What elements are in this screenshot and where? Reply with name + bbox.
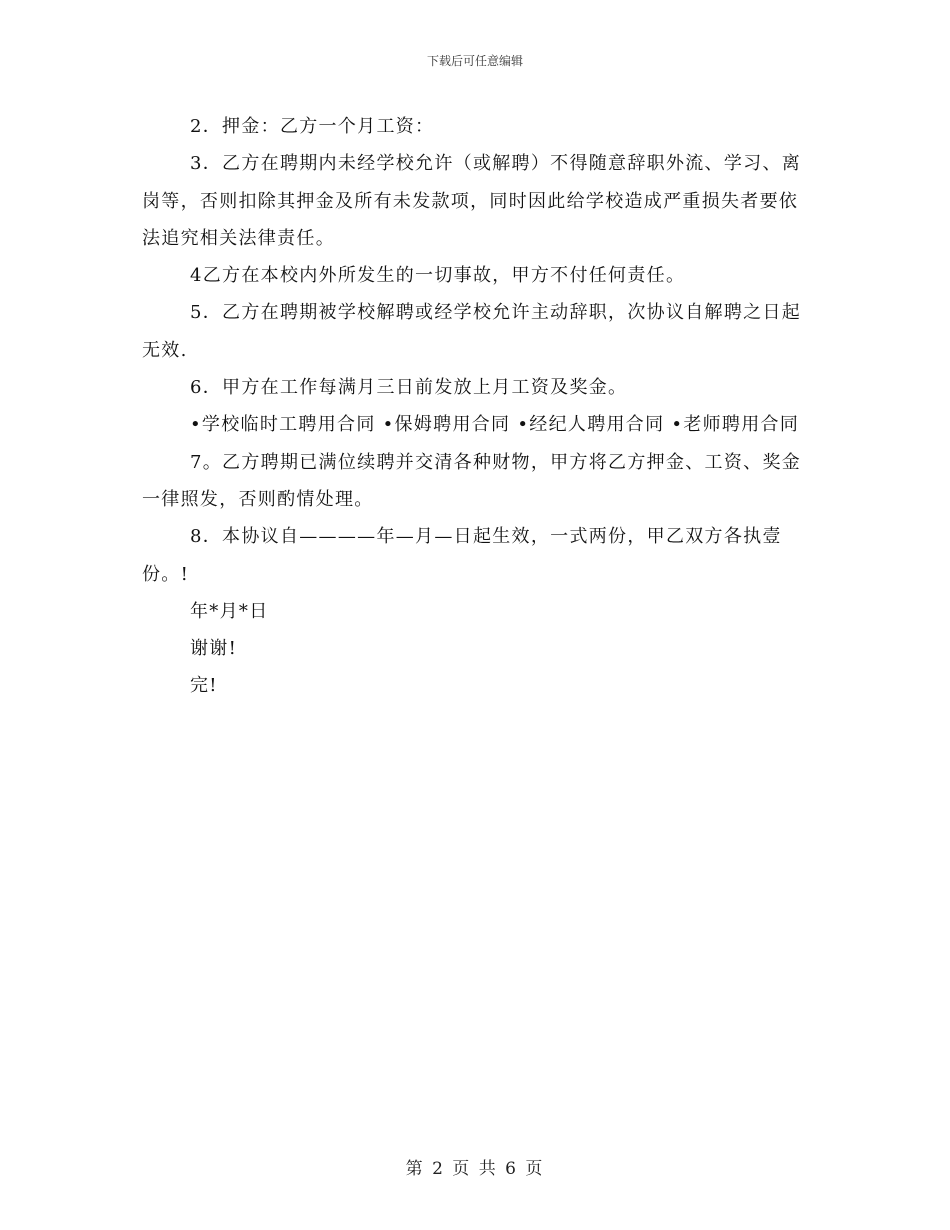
related-contracts-list: •学校临时工聘用合同 •保姆聘用合同 •经纪人聘用合同 •老师聘用合同	[190, 414, 800, 436]
clause-liability: 4乙方在本校内外所发生的一切事故，甲方不付任何责任。	[190, 265, 686, 287]
page-number-footer: 第 2 页 共 6 页	[405, 1159, 545, 1179]
clause-salary-payment: 6．甲方在工作每满月三日前发放上月工资及奖金。	[190, 377, 628, 399]
clause-effective-date: 8．本协议自————年—月—日起生效，一式两份，甲乙双方各执壹份。!	[142, 526, 782, 585]
page-header: 下载后可任意编辑	[426, 54, 523, 68]
clause-deposit: 2．押金：乙方一个月工资：	[190, 116, 435, 137]
clause-resignation-penalty: 3．乙方在聘期内未经学校允许（或解聘）不得随意辞职外流、学习、离岗等，否则扣除其押金及所有未发款项，同时因此给学校造成严重损失者要依法追究相关法律责任。	[142, 153, 802, 249]
thanks-line: 谢谢!	[190, 638, 238, 660]
end-line: 完!	[190, 675, 218, 697]
clause-termination: 5．乙方在聘期被学校解聘或经学校允许主动辞职，次协议自解聘之日起无效.	[142, 302, 802, 361]
document-body	[142, 108, 812, 705]
clause-contract-end: 7。乙方聘期已满位续聘并交清各种财物，甲方将乙方押金、工资、奖金一律照发，否则酌情处理。	[142, 451, 802, 510]
date-line: 年*月*日	[190, 600, 269, 622]
